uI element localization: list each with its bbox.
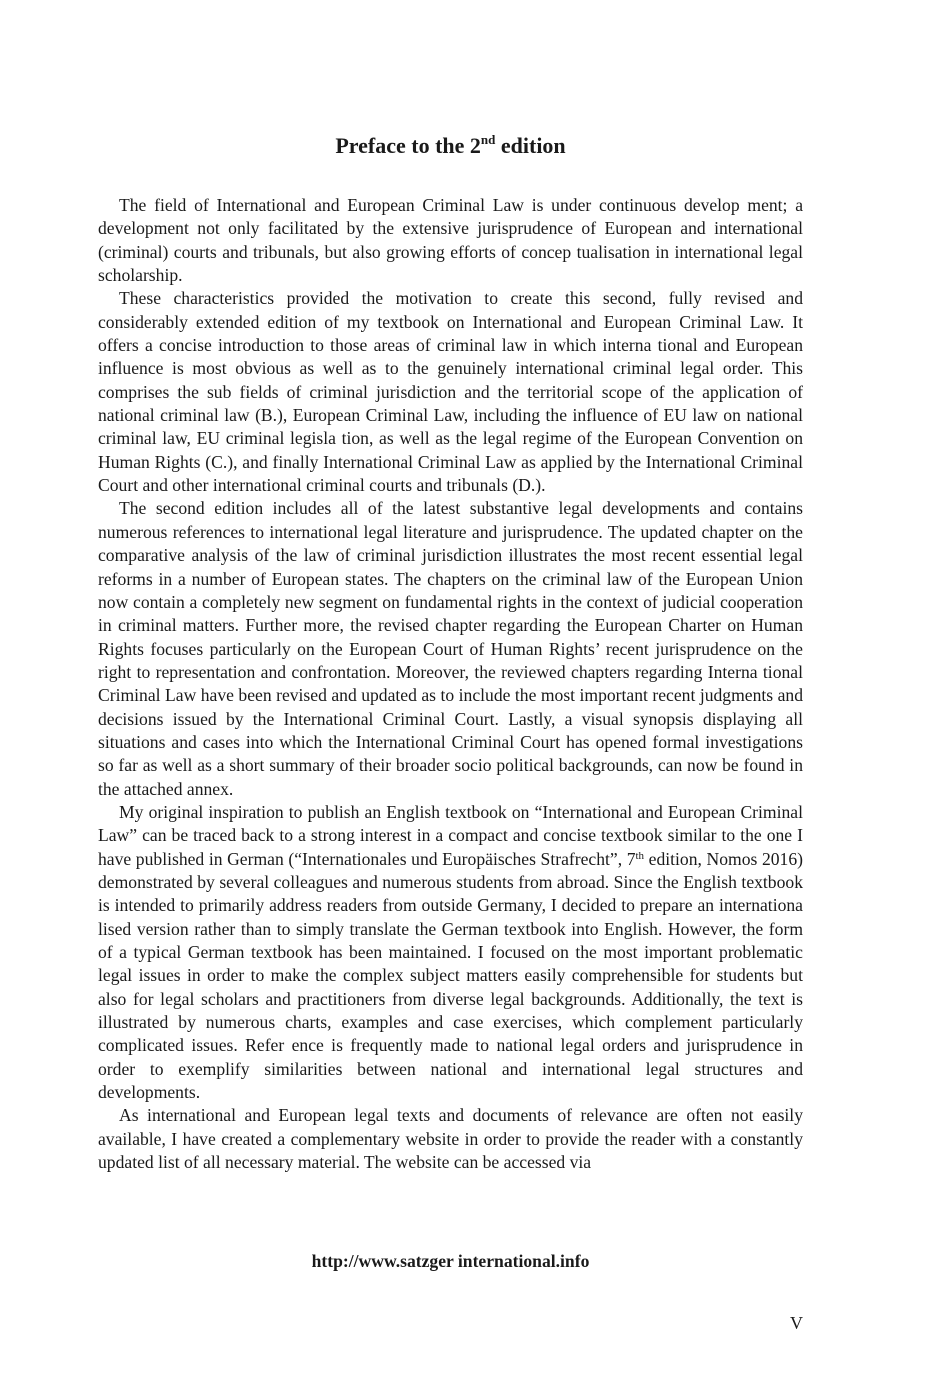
paragraph-4 bbox=[98, 801, 803, 1104]
paragraph-4-text-after: edition, Nomos 2016) demonstrated by several colleagues and numerous students from abroad. Since the English textbook is intended to primarily address readers from outside Germany, I decided to prepare an internationa lised version rather than to simply translate the German textbook into English. However, the form of a typical German textbook has been maintained. I focused on the most important problematic legal issues in order to make the complex subject matters easily comprehensible for students but also for legal scholars and practitioners from diverse legal backgrounds. Additionally, the text is illustrated by numerous charts, examples and case exercises, which complement particularly complicated issues. Refer ence is frequently made to national legal orders and jurisprudence in order to exemplify similarities between national and international legal structures and developments. bbox=[98, 848, 803, 1103]
preface-body bbox=[98, 194, 803, 1174]
page-number: V bbox=[790, 1313, 803, 1333]
paragraph-4-superscript: th bbox=[635, 849, 645, 862]
paragraph-5: As international and European legal texts and documents of relevance are often not easily available, I have created a complementary website in order to provide the reader with a constantly updated list of all necessary material. The website can be accessed via bbox=[98, 1105, 803, 1173]
title-superscript: nd bbox=[480, 132, 496, 147]
title-suffix: edition bbox=[495, 133, 566, 158]
paragraph-1: The field of International and European Criminal Law is under continuous develop ment; a development not only facilitated by the extensive jurisprudence of European and international (criminal) courts and tribunals, but also growing efforts of concep tualisation in international legal scholarship. bbox=[98, 195, 803, 286]
paragraph-4-text-before: My original inspiration to publish an English textbook on “International and European Criminal Law” can be traced back to a strong interest in a compact and concise textbook similar to the one I have published in German (“Internationales und Europäisches Strafrecht”, 7 bbox=[98, 801, 803, 869]
paragraph-2: These characteristics provided the motivation to create this second, fully revised and considerably extended edition of my textbook on International and European Criminal Law. It offers a concise introduction to those areas of criminal law in which interna tional and European influence is most obvious as well as to the genuinely international criminal legal order. This comprises the sub fields of criminal jurisdiction and the territorial scope of the application of national criminal law (B.), European Criminal Law, including the influence of EU law on national criminal law, EU criminal legisla tion, as well as the legal regime of the European Convention on Human Rights (C.), and finally International Criminal Law as applied by the International Criminal Court and other international criminal courts and tribunals (D.). bbox=[98, 288, 803, 496]
website-url: http://www.satzger international.info bbox=[311, 1251, 590, 1271]
paragraph-3: The second edition includes all of the latest substantive legal developments and contains numerous references to international legal literature and jurisprudence. The updated chapter on the comparative analysis of the law of criminal jurisdiction illustrates the most recent essential legal reforms in a number of European states. The chapters on the criminal law of the European Union now contain a completely new segment on fundamental rights in the context of judicial cooperation in criminal matters. Further more, the revised chapter regarding the European Charter on Human Rights focuses particularly on the European Court of Human Rights’ recent jurisprudence on the right to representation and confrontation. Moreover, the reviewed chapters regarding Interna tional Criminal Law have been revised and updated as to include the most important recent judgments and decisions issued by the International Criminal Court. Lastly, a visual synopsis displaying all situations and cases into which the International Criminal Court has opened formal investigations so far as well as a short summary of their broader socio political backgrounds, can now be found in the attached annex. bbox=[98, 498, 803, 799]
page-title bbox=[98, 128, 803, 164]
title-text: Preface to the 2 bbox=[335, 133, 481, 158]
